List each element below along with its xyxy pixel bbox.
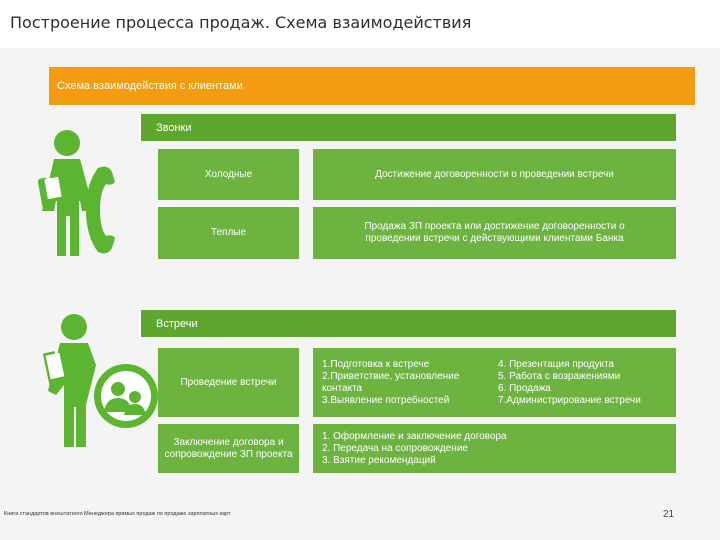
contract-support-steps [313,424,676,473]
step-item: 7.Администрирование встречи [498,394,641,406]
step-item: 2.Приветствие, установление контакта [322,370,460,394]
meeting-steps-right [498,359,641,407]
contract-support-type-text: Заключение договора и сопровождение ЗП проекта [164,436,293,460]
contract-support-type [158,424,299,473]
page-title: Построение процесса продаж. Схема взаимодействия [10,13,472,32]
step-item: 3. Взятие рекомендаций [322,454,436,466]
footer-note: Книга стандартов внештатного Менеджера прямых продаж по продаже зарплатных карт [4,511,231,517]
step-item: 2. Передача на сопровождение [322,442,468,454]
meetings-header: Встречи [139,310,676,337]
step-item: 5. Работа с возражениями [498,370,621,382]
step-item: 6. Продажа [498,382,551,394]
meeting-steps-left [322,359,498,407]
calls-cold-description: Достижение договоренности о проведении встречи [313,149,676,200]
meeting-conduct-steps [313,348,676,417]
calls-cold-type: Холодные [158,149,299,200]
contract-steps-list [322,431,507,467]
calls-warm-type: Теплые [158,207,299,259]
step-item: 3.Выявление потребностей [322,394,450,406]
header-bar-client-scheme: Схема взаимодействия с клиентами [49,67,695,105]
calls-header: Звонки [139,114,676,141]
page-number: 21 [663,509,675,520]
meeting-conduct-type: Проведение встречи [158,348,299,417]
step-item: 1. Оформление и заключение договора [322,430,507,442]
meeting-conduct-steps-columns [322,359,641,407]
step-item: 4. Презентация продукта [498,358,614,370]
calls-warm-description-text: Продажа ЗП проекта или достижение договоренности о проведении встречи с действующими клиентами Банка [364,221,625,244]
step-item: 1.Подготовка к встрече [322,358,430,370]
calls-warm-description [313,207,676,259]
woman-phone-icon [36,128,128,271]
